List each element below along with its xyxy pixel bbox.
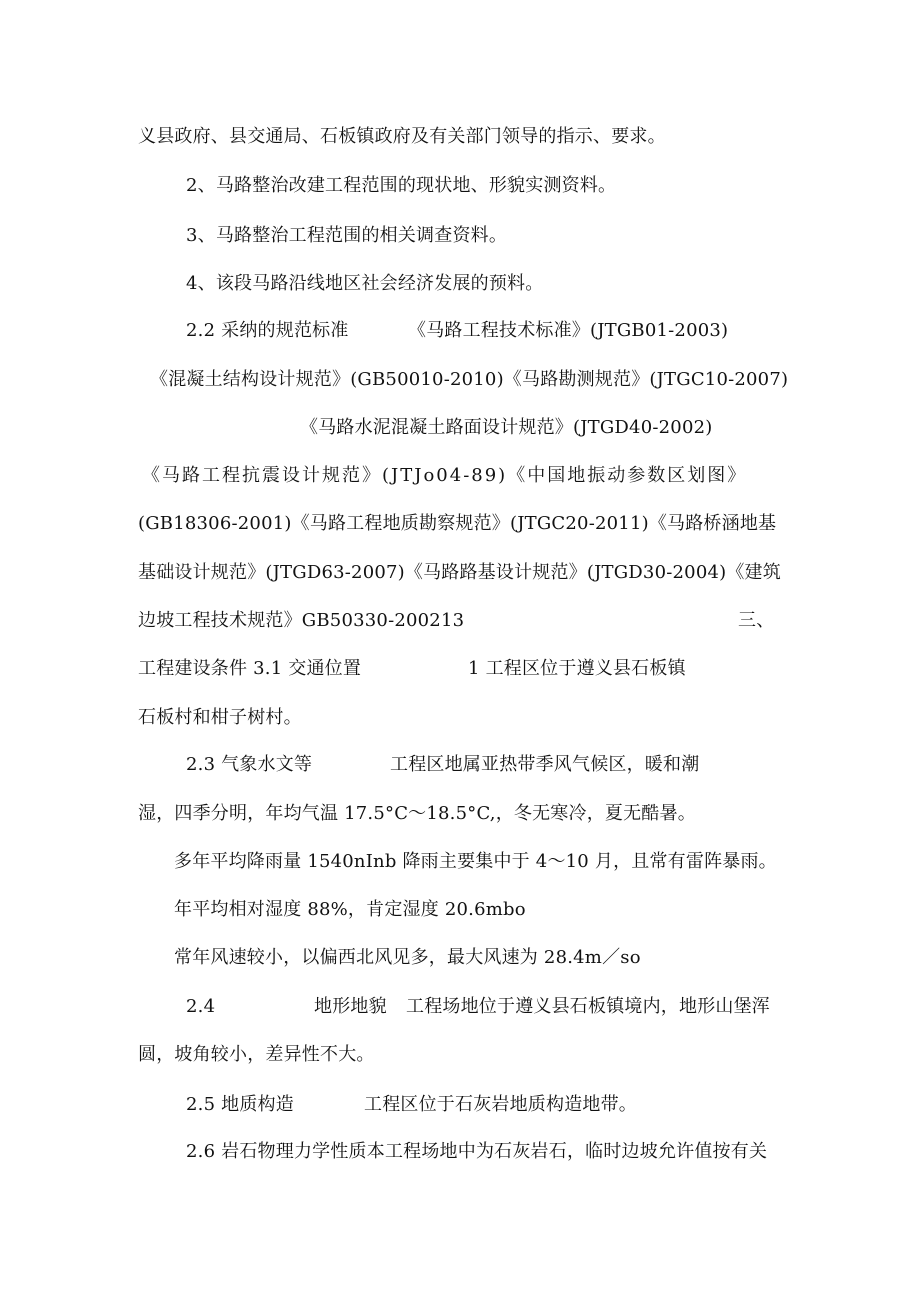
chapter-three-marker: 三、 — [738, 610, 775, 631]
text-line-15: 湿，四季分明，年均气温 17.5°C～18.5°C,，冬无寒冷，夏无酷暑。 — [138, 803, 696, 824]
text-line-11 — [138, 609, 778, 633]
climate-text: 工程区地属亚热带季风气候区，暖和潮 — [390, 754, 700, 775]
terrain-text: 工程场地位于遵义县石板镇境内，地形山堡浑 — [406, 996, 770, 1017]
text-line-1: 义县政府、县交通局、石板镇政府及有关部门领导的指示、要求。 — [138, 126, 666, 147]
section-title-2-4: 地形地貌 — [314, 996, 387, 1017]
section-heading-2-2: 2.2 采纳的规范标准 — [186, 320, 349, 341]
text-line-8: 《马路工程抗震设计规范》(JTJo04-89)《中国地振动参数区划图》 — [142, 465, 748, 486]
section-number-2-4: 2.4 — [186, 996, 216, 1017]
text-line-4: 4、该段马路沿线地区社会经济发展的预料。 — [186, 273, 544, 294]
section-heading-3-1: 工程建设条件 3.1 交通位置 — [138, 658, 362, 679]
text-line-21 — [186, 1093, 686, 1117]
text-line-19 — [186, 995, 786, 1019]
text-line-16: 多年平均降雨量 1540nInb 降雨主要集中于 4～10 月，且常有雷阵暴雨。 — [174, 851, 777, 872]
text-line-5 — [186, 319, 786, 343]
text-line-7: 《马路水泥混凝土路面设计规范》(JTGD40-2002) — [300, 417, 713, 438]
text-line-13: 石板村和柑子树村。 — [138, 707, 302, 728]
text-line-9: (GB18306-2001)《马路工程地质勘察规范》(JTGC20-2011)《马路桥涵地基 — [138, 513, 777, 534]
text-line-14 — [186, 753, 726, 777]
text-line-18: 常年风速较小，以偏西北风见多，最大风速为 28.4m／so — [174, 947, 641, 968]
text-line-20: 圆，坡角较小，差异性不大。 — [138, 1044, 375, 1065]
text-line-2: 2、马路整治改建工程范围的现状地、形貌实测资料。 — [186, 175, 617, 196]
location-text: 1 工程区位于遵义县石板镇 — [468, 658, 686, 679]
text-line-3: 3、马路整治工程范围的相关调查资料。 — [186, 225, 508, 246]
text-line-11-left: 边坡工程技术规范》GB50330-200213 — [138, 610, 465, 631]
text-line-6: 《混凝土结构设计规范》(GB50010-2010)《马路勘测规范》(JTGC10-2007) — [150, 369, 789, 390]
section-heading-2-3: 2.3 气象水文等 — [186, 754, 313, 775]
text-line-22: 2.6 岩石物理力学性质本工程场地中为石灰岩石，临时边坡允许值按有关 — [186, 1141, 768, 1162]
text-line-12 — [138, 657, 698, 681]
text-line-10: 基础设计规范》(JTGD63-2007)《马路路基设计规范》(JTGD30-2004)《建筑 — [138, 562, 781, 583]
text-line-17: 年平均相对湿度 88%，肯定湿度 20.6mbo — [174, 899, 526, 920]
standard-ref: 《马路工程技术标准》(JTGB01-2003) — [408, 320, 729, 341]
geology-text: 工程区位于石灰岩地质构造地带。 — [364, 1094, 637, 1115]
section-heading-2-5: 2.5 地质构造 — [186, 1094, 294, 1115]
